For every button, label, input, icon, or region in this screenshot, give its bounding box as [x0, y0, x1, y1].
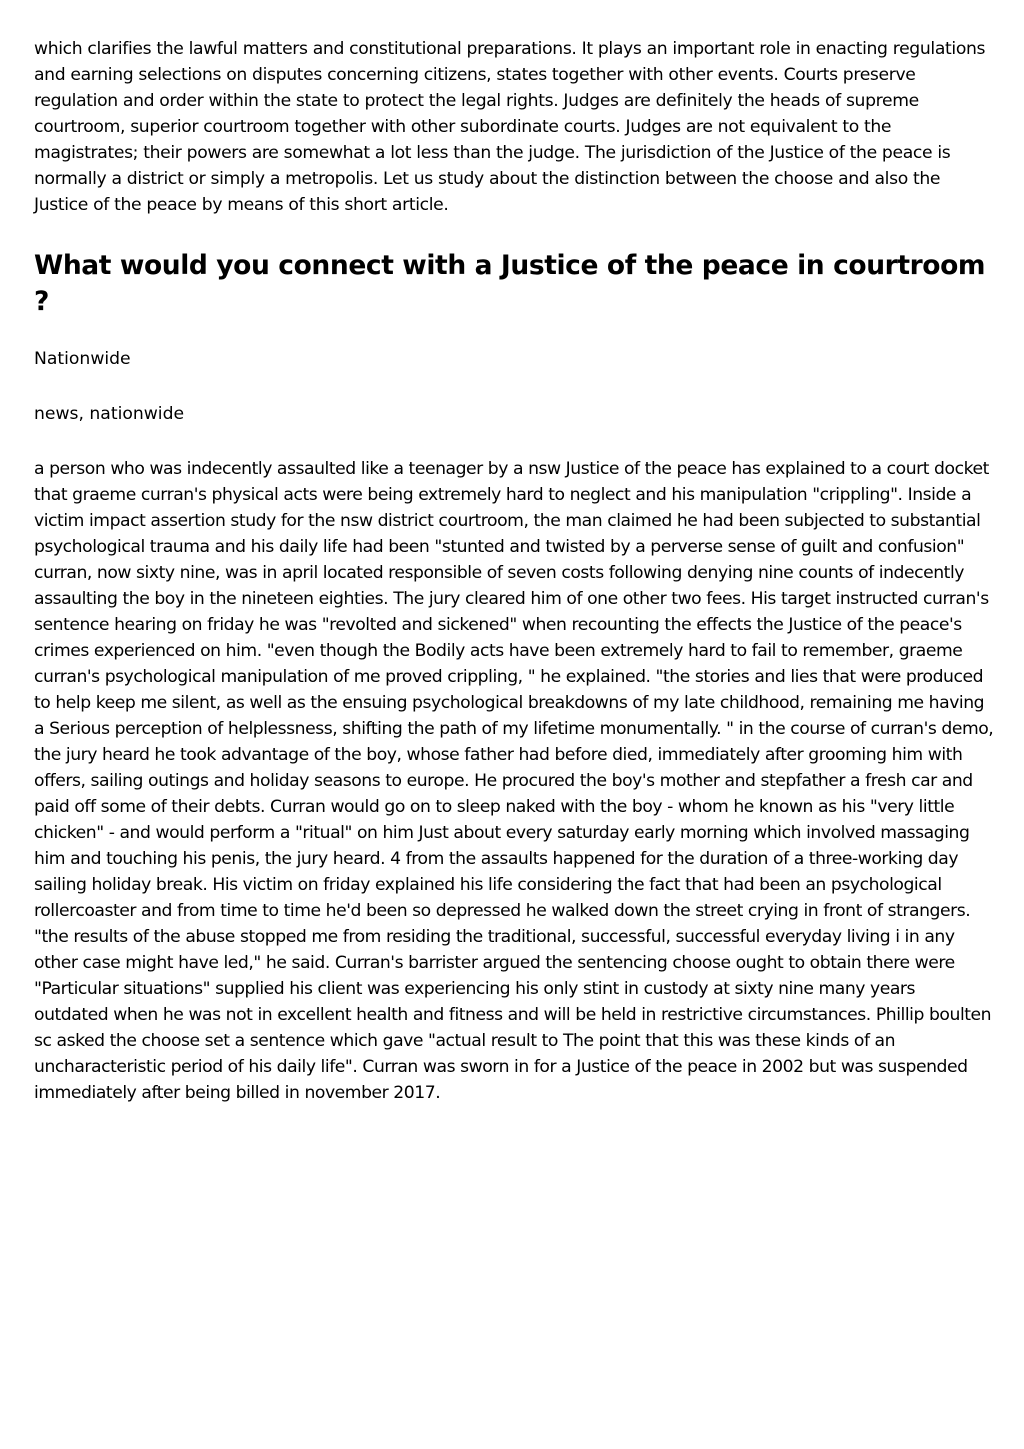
intro-paragraph: which clarifies the lawful matters and constitutional preparations. It plays an important role in enacting regulations and earning selections on disputes concerning citizens, states together with other events. Courts preserve regulation and order within the state to protect the legal rights. Judges are definitely the heads of supreme courtroom, superior courtroom together with other subordinate courts. Judges are not equivalent to the magistrates; their powers are somewhat a lot less than the judge. The jurisdiction of the Justice of the peace is normally a district or simply a metropolis. Let us study about the distinction between the choose and also the Justice of the peace by means of this short article.	[34, 39, 986, 215]
article-body: a person who was indecently assaulted like a teenager by a nsw Justice of the peace has explained to a court docket that graeme curran's physical acts were being extremely hard to neglect and his manipulation "crippling". Inside a victim impact assertion study for the nsw district courtroom, the man claimed he had been subjected to substantial psychological trauma and his daily life had been "stunted and twisted by a perverse sense of guilt and confusion" curran, now sixty nine, was in april located responsible of seven costs following denying nine counts of indecently assaulting the boy in the nineteen eighties. The jury cleared him of one other two fees. His target instructed curran's sentence hearing on friday he was "revolted and sickened" when recounting the effects the Justice of the peace's crimes experienced on him. "even though the Bodily acts have been extremely hard to fail to remember, graeme curran's psychological manipulation of me proved crippling, " he explained. "the stories and lies that were produced to help keep me silent, as well as the ensuing psychological breakdowns of my late childhood, remaining me having a Serious perception of helplessness, shifting the path of my lifetime monumentally. " in the course of curran's demo, the jury heard he took advantage of the boy, whose father had before died, immediately after grooming him with offers, sailing outings and holiday seasons to europe. He procured the boy's mother and stepfather a fresh car and paid off some of their debts. Curran would go on to sleep naked with the boy - whom he known as his "very little chicken" - and would perform a "ritual" on him Just about every saturday early morning which involved massaging him and touching his penis, the jury heard. 4 from the assaults happened for the duration of a three-working day sailing holiday break. His victim on friday explained his life considering the fact that had been an psychological rollercoaster and from time to time he'd been so depressed he walked down the street crying in front of strangers. "the results of the abuse stopped me from residing the traditional, successful, successful everyday living i in any other case might have led," he said. Curran's barrister argued the sentencing choose ought to obtain there were "Particular situations" supplied his client was experiencing his only stint in custody at sixty nine many years outdated when he was not in excellent health and fitness and will be held in restrictive circumstances. Phillip boulten sc asked the choose set a sentence which gave "actual result to The point that this was these kinds of an uncharacteristic period of his daily life". Curran was sworn in for a Justice of the peace in 2002 but was suspended immediately after being billed in november 2017.	[34, 459, 994, 1103]
document-page	[34, 36, 994, 1106]
category-label: Nationwide	[34, 349, 131, 369]
section-heading: What would you connect with a Justice of the peace in courtroom ?	[34, 250, 986, 317]
tags-label: news, nationwide	[34, 404, 185, 424]
